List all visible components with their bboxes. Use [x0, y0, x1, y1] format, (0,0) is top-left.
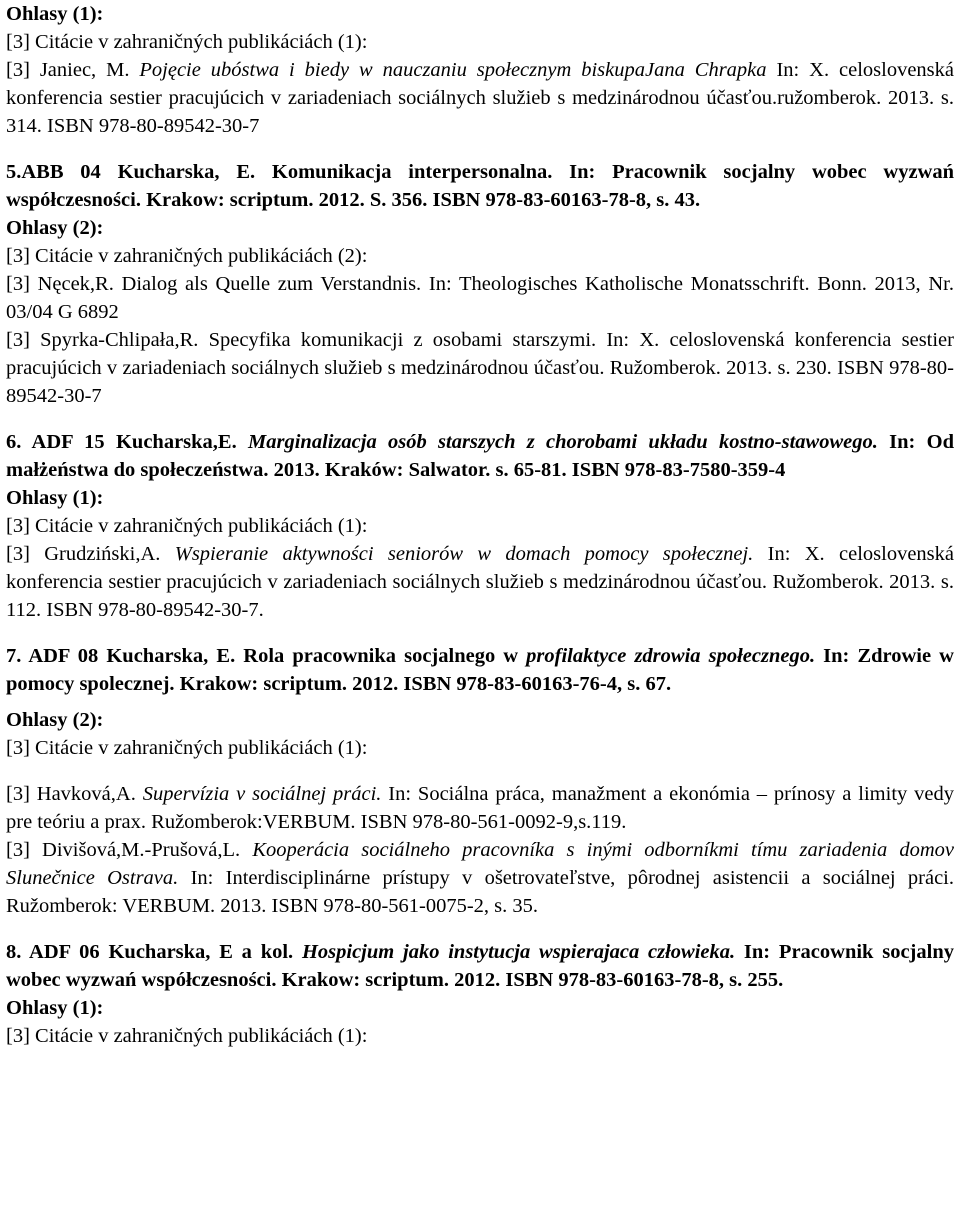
citation-entry: [3] Nęcek,R. Dialog als Quelle zum Verstandnis. In: Theologisches Katholische Monatsschrift. Bonn. 2013, Nr. 03/04 G 6892	[6, 273, 954, 323]
publication-author: 7. ADF 08 Kucharska, E. Rola pracownika socjalnego w	[6, 645, 527, 667]
citation-entry	[6, 780, 954, 836]
citation-source: In: Sociálna práca, manažment a ekonómia – prínosy a limity vedy pre teóriu a prax. Ružomberok:VERBUM. ISBN 978-80-561-0092-9,s.119.	[6, 783, 954, 833]
citations-heading: [3] Citácie v zahraničných publikáciách (1):	[6, 515, 368, 537]
publication-entry-7	[6, 642, 954, 698]
citation-title: Kooperácia sociálneho pracovníka s inými odborníkmi tímu zariadenia domov Slunečnice Ostrava.	[6, 839, 954, 889]
publication-entry-5: 5.ABB 04 Kucharska, E. Komunikacja interpersonalna. In: Pracownik socjalny wobec wyzwań współczesności. Krakow: scriptum. 2012. S. 356. ISBN 978-83-60163-78-8, s. 43.	[6, 161, 954, 211]
citation-entry	[6, 540, 954, 624]
publication-source: In: Pracownik socjalny wobec wyzwań współczesności. Krakow: scriptum. 2012. ISBN 978-83-60163-78-8, s. 255.	[6, 941, 954, 991]
citation-entry	[6, 836, 954, 920]
citation-entry	[6, 56, 954, 140]
publication-source: In: Od małżeństwa do społeczeństwa. 2013. Kraków: Salwator. s. 65-81. ISBN 978-83-7580-359-4	[6, 431, 954, 481]
ohlasy-heading: Ohlasy (2):	[6, 217, 104, 239]
citation-author: [3] Grudziński,A.	[6, 543, 175, 565]
citation-source: In: X. celoslovenská konferencia sestier pracujúcich v zariadeniach sociálnych služieb s medzinárodnou účasťou. Ružomberok. 2013. s. 112. ISBN 978-80-89542-30-7.	[6, 543, 954, 621]
publication-title: Marginalizacja osób starszych z chorobami układu kostno-stawowego.	[248, 431, 878, 453]
ohlasy-heading: Ohlasy (1):	[6, 487, 104, 509]
ohlasy-heading: Ohlasy (2):	[6, 709, 104, 731]
publication-author: 6. ADF 15 Kucharska,E.	[6, 431, 249, 453]
citations-heading: [3] Citácie v zahraničných publikáciách (1):	[6, 31, 368, 53]
publication-title: Hospicjum jako instytucja wspierajaca człowieka.	[301, 941, 736, 963]
publication-author: 8. ADF 06 Kucharska, E a kol.	[6, 941, 302, 963]
ohlasy-heading: Ohlasy (1):	[6, 3, 104, 25]
citation-source: In: X. celoslovenská konferencia sestier pracujúcich v zariadeniach sociálnych služieb s medzinárodnou účasťou.ružomberok. 2013. s. 314. ISBN 978-80-89542-30-7	[6, 59, 954, 137]
citations-heading: [3] Citácie v zahraničných publikáciách (1):	[6, 1025, 368, 1047]
citation-source: In: Interdisciplinárne prístupy v ošetrovateľstve, pôrodnej asistencii a sociálnej práci. Ružomberok: VERBUM. 2013. ISBN 978-80-561-0075-2, s. 35.	[6, 867, 955, 917]
publication-source: In: Zdrowie w pomocy spolecznej. Krakow: scriptum. 2012. ISBN 978-83-60163-76-4, s. 67.	[6, 645, 954, 695]
publication-entry-6	[6, 428, 954, 484]
ohlasy-heading: Ohlasy (1):	[6, 997, 104, 1019]
citation-entry: [3] Spyrka-Chlipała,R. Specyfika komunikacji z osobami starszymi. In: X. celoslovenská konferencia sestier pracujúcich v zariadeniach sociálnych služieb s medzinárodnou účasťou. Ružomberok. 2013. s. 230. ISBN 978-80-89542-30-7	[6, 329, 954, 407]
citation-title: Wspieranie aktywności seniorów w domach pomocy społecznej.	[174, 543, 754, 565]
citation-author: [3] Divišová,M.-Prušová,L.	[6, 839, 253, 861]
citation-author: [3] Janiec, M.	[6, 59, 140, 81]
citations-heading: [3] Citácie v zahraničných publikáciách (2):	[6, 245, 368, 267]
publication-title: profilaktyce zdrowia społecznego.	[526, 645, 816, 667]
citation-author: [3] Havková,A.	[6, 783, 143, 805]
citations-heading: [3] Citácie v zahraničných publikáciách (1):	[6, 737, 368, 759]
citation-title: Pojęcie ubóstwa i biedy w nauczaniu społecznym biskupaJana Chrapka	[139, 59, 767, 81]
publication-entry-8	[6, 938, 954, 994]
citation-title: Supervízia v sociálnej práci.	[142, 783, 382, 805]
